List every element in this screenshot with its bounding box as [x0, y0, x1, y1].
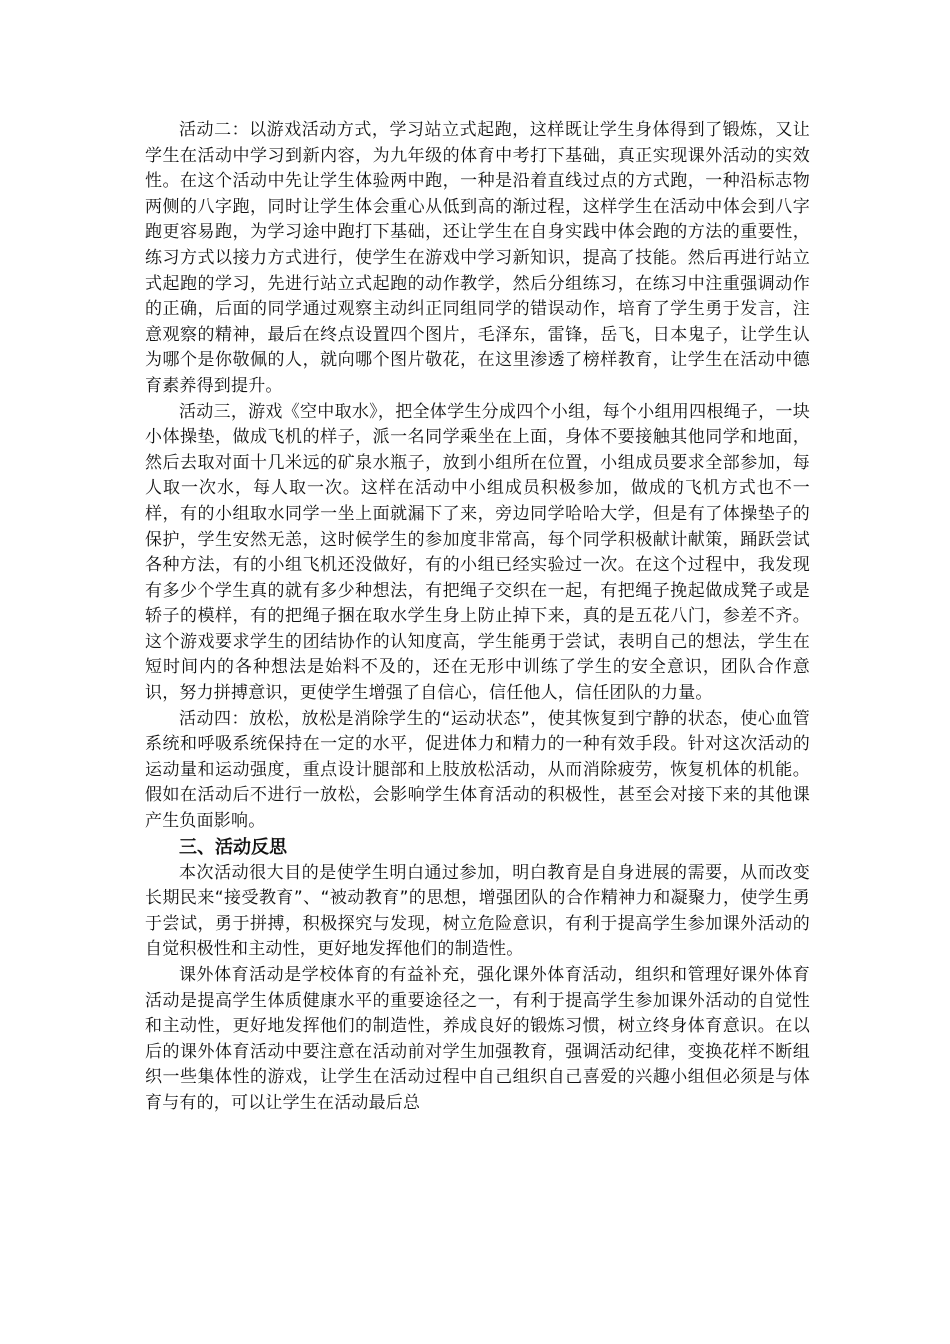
paragraph-reflection-2: 课外体育活动是学校体育的有益补充，强化课外体育活动，组织和管理好课外体育活动是提高学生体质健康水平的重要途径之一，有利于提高学生参加课外活动的自觉性和主动性，更好地发挥他们的制造性，养成良好的锻炼习惯，树立终身体育意识。在以后的课外体育活动中要注意在活动前对学生加强教育，强调活动纪律，变换花样不断组织一些集体性的游戏，让学生在活动过程中自己组织自己喜爱的兴趣小组但必须是与体育与有的，可以让学生在活动最后总	[145, 965, 810, 1113]
paragraph-activity-3: 活动三，游戏《空中取水》，把全体学生分成四个小组，每个小组用四根绳子，一块小体操垫，做成飞机的样子，派一名同学乘坐在上面，身体不要接触其他同学和地面，然后去取对面十几米远的矿泉水瓶子，放到小组所在位置，小组成员要求全部参加，每人取一次水，每人取一次。这样在活动中小组成员积极参加，做成的飞机方式也不一样，有的小组取水同学一坐上面就漏下了来，旁边同学哈哈大学，但是有了体操垫子的保护，学生安然无恙，这时候学生的参加度非常高，每个同学积极献计献策，踊跃尝试各种方法，有的小组飞机还没做好，有的小组已经实验过一次。在这个过程中，我发现有多少个学生真的就有多少种想法，有把绳子交织在一起，有把绳子挽起做成凳子或是轿子的模样，有的把绳子捆在取水学生身上防止掉下来，真的是五花八门，参差不齐。这个游戏要求学生的团结协作的认知度高，学生能勇于尝试，表明自己的想法，学生在短时间内的各种想法是始料不及的，还在无形中训练了学生的安全意识，团队合作意识，努力拼搏意识，更使学生增强了自信心，信任他人，信任团队的力量。	[145, 401, 810, 704]
paragraph-reflection-1: 本次活动很大目的是使学生明白通过参加，明白教育是自身进展的需要，从而改变长期民来“接受教育”、“被动教育”的思想，增强团队的合作精神力和凝聚力，使学生勇于尝试，勇于拼搏，积极探究与发现，树立危险意识，有利于提高学生参加课外活动的自觉积极性和主动性，更好地发挥他们的制造性。	[145, 862, 810, 960]
document-page	[145, 118, 810, 1117]
paragraph-activity-2: 活动二：以游戏活动方式，学习站立式起跑，这样既让学生身体得到了锻炼，又让学生在活动中学习到新内容，为九年级的体育中考打下基础，真正实现课外活动的实效性。在这个活动中先让学生体验两中跑，一种是沿着直线过点的方式跑，一种沿标志物两侧的八字跑，同时让学生体会重心从低到高的渐过程，这样学生在活动中体会到八字跑更容易跑，为学习途中跑打下基础，还让学生在自身实践中体会跑的方法的重要性，练习方式以接力方式进行，使学生在游戏中学习新知识，提高了技能。然后再进行站立式起跑的学习，先进行站立式起跑的动作教学，然后分组练习，在练习中注重强调动作的正确，后面的同学通过观察主动纠正同组同学的错误动作，培育了学生勇于发言，注意观察的精神，最后在终点设置四个图片，毛泽东，雷锋，岳飞，日本鬼子，让学生认为哪个是你敬佩的人，就向哪个图片敬花，在这里渗透了榜样教育，让学生在活动中德育素养得到提升。	[145, 120, 810, 396]
paragraph-activity-4: 活动四：放松，放松是消除学生的“运动状态”，使其恢复到宁静的状态，使心血管系统和呼吸系统保持在一定的水平，促进体力和精力的一种有效手段。针对这次活动的运动量和运动强度，重点设计腿部和上肢放松活动，从而消除疲劳，恢复机体的机能。假如在活动后不进行一放松，会影响学生体育活动的积极性，甚至会对接下来的其他课产生负面影响。	[145, 708, 810, 832]
section-heading-reflection: 三、活动反思	[179, 836, 287, 858]
